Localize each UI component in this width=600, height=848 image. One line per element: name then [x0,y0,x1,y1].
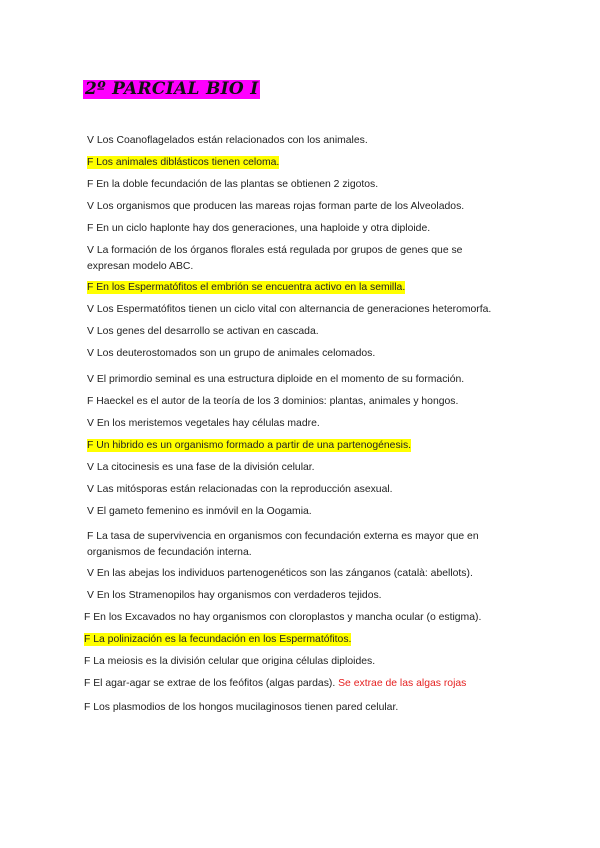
statement-text: V En los Stramenopilos hay organismos con verdaderos tejidos. [87,590,382,601]
statement-text: V Los organismos que producen las mareas rojas forman parte de los Alveolados. [87,201,465,212]
statement-item [87,155,507,171]
statement-text: F El agar-agar se extrae de los feófitos (algas pardas). [84,678,336,689]
statement-item [87,566,507,582]
statement-text: F En los Excavados no hay organismos con cloroplastos y mancha ocular (o estigma). [84,612,482,623]
correction-note: Se extrae de las algas rojas [338,678,467,689]
statement-item [87,416,507,432]
statement-item [87,460,507,476]
statement-item [87,482,507,498]
statement-item [87,438,507,454]
statement-text: F En un ciclo haplonte hay dos generaciones, una haploide y otra diploide. [87,223,431,234]
statement-text: V Los Espermatófitos tienen un ciclo vital con alternancia de generaciones heteromorfa. [87,304,492,315]
document-title: 2º PARCIAL BIO I [85,79,259,99]
statement-item [87,280,507,296]
statement-text: F Un hibrido es un organismo formado a partir de una partenogénesis. [87,440,412,451]
statement-item [87,346,507,362]
statement-text: F Los plasmodios de los hongos mucilaginosos tienen pared celular. [84,702,399,713]
statement-item [87,221,507,237]
statement-text: V El gameto femenino es inmóvil en la Oogamia. [87,506,312,517]
statement-item [84,610,504,626]
statement-text: V El primordio seminal es una estructura diploide en el momento de su formación. [87,374,465,385]
statement-text: F La polinización es la fecundación en los Espermatófitos. [84,634,352,645]
statement-text: V Los genes del desarrollo se activan en cascada. [87,326,319,337]
statement-item [84,700,504,716]
statement-item [84,632,504,648]
statement-item [87,243,507,275]
statement-text: V Los Coanoflagelados están relacionados con los animales. [87,135,368,146]
statement-item [87,133,507,149]
statement-text: V Los deuterostomados son un grupo de animales celomados. [87,348,376,359]
statement-item [87,199,507,215]
statement-text: V En las abejas los individuos partenogenéticos son las zánganos (català: abellots). [87,568,473,579]
statement-item [87,324,507,340]
statement-item [87,302,507,318]
statement-item [87,588,507,604]
statement-text: V La formación de los órganos florales está regulada por grupos de genes que se expresan modelo ABC. [87,245,463,272]
statement-item [84,676,504,692]
statement-text: F En los Espermatófitos el embrión se encuentra activo en la semilla. [87,282,406,293]
statement-item [87,504,507,520]
statement-text: V En los meristemos vegetales hay células madre. [87,418,320,429]
statement-text: F La meiosis es la división celular que origina células diploides. [84,656,376,667]
statement-text: V La citocinesis es una fase de la división celular. [87,462,315,473]
statement-item [87,394,507,410]
statement-text: F La tasa de supervivencia en organismos con fecundación externa es mayor que en organismos de fecundación interna. [87,531,479,558]
statement-text: F En la doble fecundación de las plantas se obtienen 2 zigotos. [87,179,379,190]
statement-text: F Los animales diblásticos tienen celoma. [87,157,280,168]
statement-item [87,177,507,193]
statement-item [87,372,507,388]
statement-item [87,529,507,561]
statement-item [84,654,504,670]
statement-text: F Haeckel es el autor de la teoría de los 3 dominios: plantas, animales y hongos. [87,396,459,407]
statement-text: V Las mitósporas están relacionadas con la reproducción asexual. [87,484,393,495]
